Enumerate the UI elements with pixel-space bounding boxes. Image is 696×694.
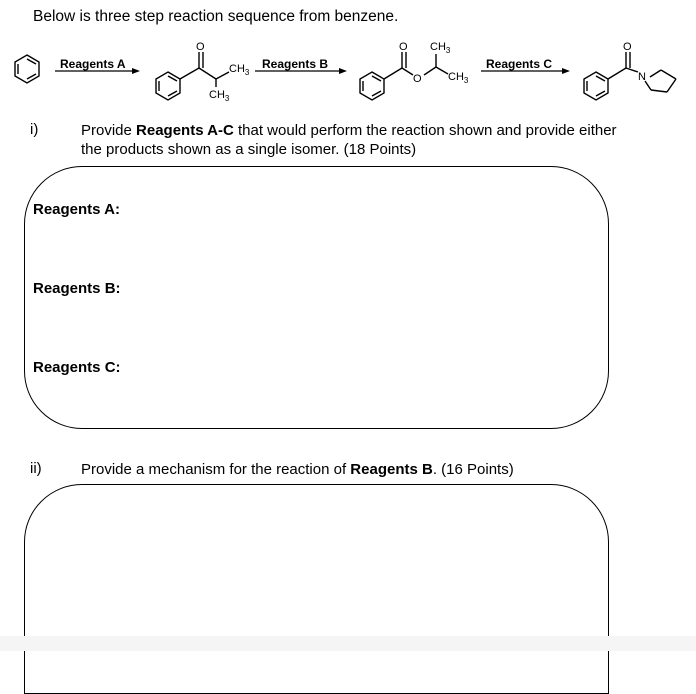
ketone1-oxygen: O bbox=[196, 41, 205, 53]
amide-nitrogen: N bbox=[638, 71, 646, 83]
ester-carbonyl-oxygen: O bbox=[399, 41, 408, 53]
question-2-number: ii) bbox=[30, 460, 42, 477]
ester-methyl-right: $CH_3$ bbox=[448, 71, 469, 85]
page-bottom-edge bbox=[0, 636, 696, 651]
ketone1-methyl-bottom: $CH_3$ bbox=[209, 89, 230, 103]
reaction-scheme bbox=[0, 34, 696, 108]
benzene-structure bbox=[15, 55, 39, 83]
arrow-c-label: Reagents C bbox=[486, 57, 553, 71]
question-2-text: Provide a mechanism for the reaction of Reagents B. (16 Points) bbox=[81, 461, 514, 478]
ester-methyl-top: $CH_3$ bbox=[430, 41, 451, 55]
question-1-text: Provide Reagents A-C that would perform the reaction shown and provide either the products shown as a single isomer. (18 Points) bbox=[81, 122, 617, 158]
ketone1-methyl-right: $CH_3$ bbox=[229, 63, 250, 77]
answer-box-mechanism[interactable] bbox=[24, 484, 609, 694]
ester-structure bbox=[360, 52, 448, 100]
reagents-a-label: Reagents A: bbox=[33, 201, 120, 218]
question-1-number: i) bbox=[30, 121, 39, 138]
ester-ether-oxygen: O bbox=[413, 73, 422, 85]
amide-structure bbox=[584, 52, 676, 100]
arrow-b-label: Reagents B bbox=[262, 57, 329, 71]
amide-oxygen: O bbox=[623, 41, 632, 53]
arrow-a-label: Reagents A bbox=[60, 57, 126, 71]
reagents-b-label: Reagents B: bbox=[33, 280, 121, 297]
reagents-c-label: Reagents C: bbox=[33, 359, 121, 376]
intro-text: Below is three step reaction sequence from benzene. bbox=[33, 8, 399, 25]
